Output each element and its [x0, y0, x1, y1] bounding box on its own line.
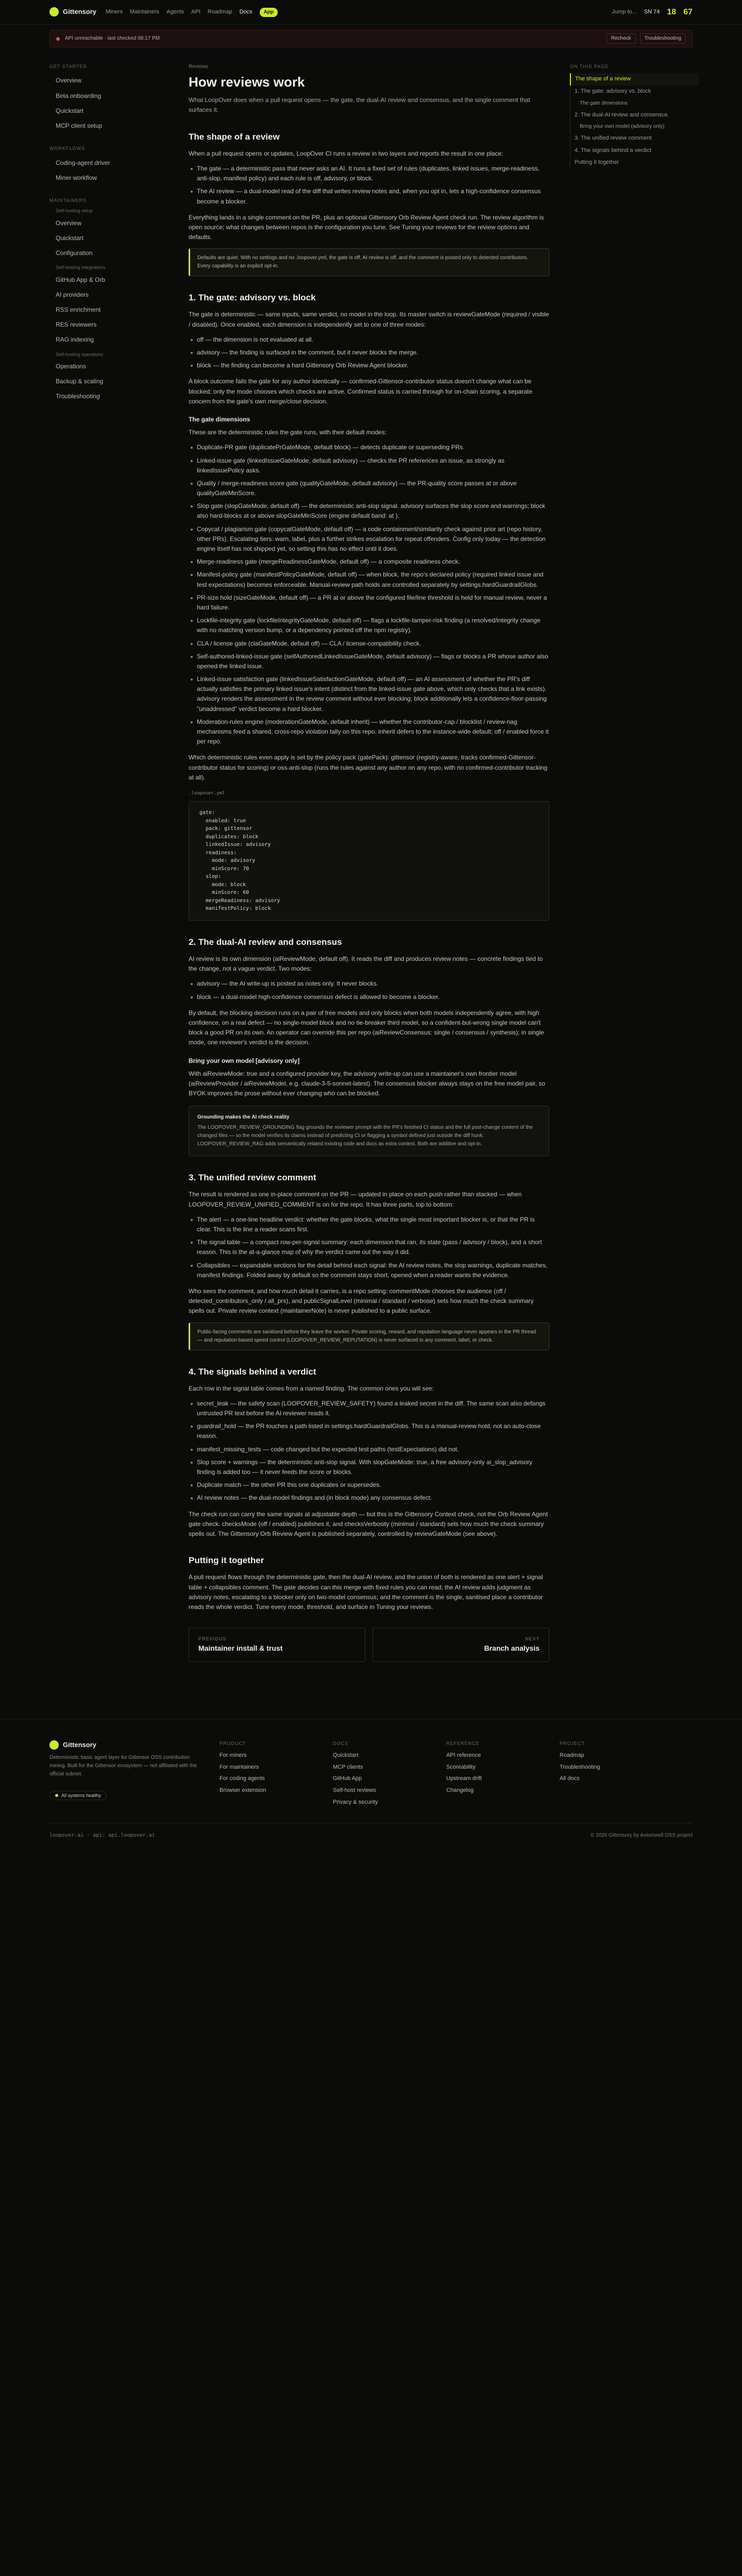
- sidebar-item-rss[interactable]: RSS enrichment: [56, 306, 101, 314]
- section-signals: 4. The signals behind a verdict: [189, 1366, 316, 1377]
- status-badge[interactable]: All systems healthy: [49, 1791, 107, 1800]
- page-pager: [189, 1628, 549, 1662]
- sidebar-item-coding-agent[interactable]: Coding-agent driver: [56, 159, 110, 166]
- toc-item[interactable]: 3. The unified review comment: [570, 132, 699, 145]
- toc-item[interactable]: Bring your own model (advisory only): [570, 121, 699, 132]
- page-title: How reviews work: [189, 74, 305, 90]
- top-nav: [106, 8, 278, 17]
- site-footer: [0, 1719, 742, 1809]
- stat-metric-a: 18: [667, 7, 677, 16]
- sidebar-item-backup[interactable]: Backup & scaling: [56, 378, 104, 385]
- sidebar-item-miner-workflow[interactable]: Miner workflow: [56, 174, 97, 181]
- footer-link[interactable]: For maintainers: [220, 1764, 259, 1770]
- toc-item[interactable]: 1. The gate: advisory vs. block: [570, 86, 699, 98]
- toc-item[interactable]: The shape of a review: [570, 73, 699, 86]
- sidebar-item-configuration[interactable]: Configuration: [56, 249, 93, 257]
- list-item: Self-authored-linked-issue gate (selfAuthoredLinkedIssueGateMode, default advisory) — flags or blocks a PR whose author also opened the linked issue.: [189, 652, 549, 671]
- sidebar-maintainers: MAINTAINERS Self-hosting setup Overview Quickstart Configuration Self-hosting integrations GitHub App & Orb AI providers RSS enrichment RES reviewers RAG indexing Self-hosting operations Operations Backup & scaling Troubleshooting: [49, 197, 168, 404]
- sidebar-item-troubleshooting[interactable]: Troubleshooting: [56, 393, 100, 400]
- mode-list: [189, 335, 549, 371]
- sidebar-item-overview[interactable]: Overview: [56, 77, 82, 84]
- recheck-button[interactable]: Recheck: [606, 33, 636, 44]
- list-item: Linked-issue satisfaction gate (linkedIssueSatisfactionGateMode, default off) — an AI assessment of whether the PR's diff actually satisfies the primary linked issue's intent (distinct from the linked-issue gate above, which only checks that a link exists). advisory renders the assessment in the review comment without ever blocking; block additionally lets a confidence-floor-passing "unaddressed" verdict become a hard blocker.: [189, 674, 549, 714]
- table-of-contents: ON THIS PAGE The shape of a review 1. The gate: advisory vs. block The gate dimensions 2. The dual-AI review and consensus Bring your own model (advisory only) 3. The unified review comment 4. The signals behind a verdict Putting it together: [570, 63, 699, 1683]
- footer-logo[interactable]: Gittensory: [49, 1740, 199, 1751]
- comment-parts-list: [189, 1215, 549, 1280]
- footer-col-project: PROJECT Roadmap Troubleshooting All docs: [560, 1740, 652, 1809]
- subnet-stat: SN 74: [644, 8, 660, 15]
- toc-item[interactable]: Putting it together: [570, 157, 699, 169]
- next-page-link[interactable]: NEXT Branch analysis: [373, 1628, 549, 1662]
- sidebar-item-sh-overview[interactable]: Overview: [56, 219, 82, 227]
- sanitise-callout: Public-facing comments are sanitised before they leave the worker. Private scoring, reward, and reputation language never appears in the PR thread — and reputation-based speed control (LOOPOVER_REVIEW_REPUTATION) is never surfaced in any comment, label, or check.: [189, 1323, 549, 1350]
- breadcrumb[interactable]: Reviews: [189, 64, 208, 70]
- list-item: Copycat / plagiarism gate (copycatGateMode, default off) — a code containment/similarity check against prior art (repo history, other PRs). Escalating tiers: warn, label, plus a further strikes escalation for repeat offenders. Config only today — the detection engine itself has not shipped yet, so setting this has no effect until it does.: [189, 524, 549, 554]
- footer-link[interactable]: All docs: [560, 1775, 580, 1782]
- nav-maintainers[interactable]: Maintainers: [130, 8, 159, 15]
- defaults-callout: Defaults are quiet. With no settings and no .loopover.yml, the gate is off, AI review is off, and the comment is posted only to detected contributors. Every capability is an explicit opt-in.: [189, 248, 549, 276]
- sidebar-workflows: WORKFLOWS Coding-agent driver Miner workflow: [49, 145, 168, 185]
- footer-link[interactable]: Changelog: [446, 1787, 474, 1794]
- list-item: Moderation-rules engine (moderationGateMode, default inherit) — whether the contributor-cap / blocklist / review-nag mechanisms feed a shared, cross-repo violation tally on this repo. inherit defers to the instance-wide default; off / enabled force it per repo.: [189, 717, 549, 747]
- sidebar-item-res[interactable]: RES reviewers: [56, 321, 97, 329]
- nav-agents[interactable]: Agents: [166, 8, 184, 15]
- footer-link[interactable]: Roadmap: [560, 1752, 584, 1759]
- sidebar-item-ai-providers[interactable]: AI providers: [56, 291, 89, 298]
- footer-col-reference: REFERENCE API reference Scoreability Upstream drift Changelog: [446, 1740, 539, 1809]
- footer-link[interactable]: Self-host reviews: [333, 1787, 376, 1794]
- footer-link[interactable]: MCP clients: [333, 1764, 363, 1770]
- section-dual-ai: 2. The dual-AI review and consensus: [189, 937, 342, 947]
- list-item: Slop score + warnings — the deterministic anti-slop signal. With slopGateMode: true, a free advisory-only ai_slop_advisory finding is added too — it never feeds the score or blocks.: [189, 1458, 549, 1477]
- footer-link[interactable]: Privacy & security: [333, 1799, 378, 1805]
- ai-mode-list: [189, 979, 549, 1002]
- list-item: manifest_missing_tests — code changed but the expected test paths (testExpectations) did not.: [189, 1445, 549, 1454]
- toc-item[interactable]: 2. The dual-AI review and consensus: [570, 109, 699, 122]
- footer-bottom: loopover.ai · api: api.loopover.ai © 2026 Gittensory by Axiomwell OSS project: [49, 1823, 693, 1855]
- list-item: The alert — a one-line headline verdict: whether the gate blocks, what the single most important blocker is, or that the PR is clear. This is the line a reader scans first.: [189, 1215, 549, 1234]
- section-unified-comment: 3. The unified review comment: [189, 1173, 316, 1183]
- grounding-callout: Grounding makes the AI check reality The LOOPOVER_REVIEW_GROUNDING flag grounds the reviewer prompt with the PR's finished CI status and the full post-change content of the changed files — so the model verifies its claims instead of predicting CI or flagging a symbol defined just outside the diff hunk. LOOPOVER_REVIEW_RAG adds semantically related existing code and docs as extra context. Both are additive and opt-in.: [189, 1106, 549, 1156]
- list-item: Collapsibles — expandable sections for the detail behind each signal: the AI review notes, the slop warnings, duplicate matches, manifest findings. Folded away by default so the comment stays short, opened when a reader wants the evidence.: [189, 1261, 549, 1280]
- subsection-byom: Bring your own model [advisory only]: [189, 1057, 300, 1064]
- list-item: off — the dimension is not evaluated at all.: [189, 335, 549, 345]
- api-status-banner: [49, 30, 693, 47]
- top-right: [612, 6, 693, 19]
- config-code-block: gate: enabled: true pack: gittensor duplicates: block linkedIssue: advisory readiness: mode: advisory minScore: 70 slop: mode: block minScore: 60 mergeReadiness: advisory manifestPolicy: block: [189, 801, 549, 921]
- app-button[interactable]: App: [260, 8, 278, 17]
- docs-sidebar: [49, 63, 168, 1683]
- list-item: The AI review — a dual-model read of the diff that writes review notes and, when you opt in, lets a high-confidence consensus become a blocker.: [189, 187, 549, 206]
- signals-list: [189, 1399, 549, 1503]
- subsection-gate-dimensions: The gate dimensions: [189, 415, 250, 423]
- footer-link[interactable]: GitHub App: [333, 1775, 362, 1782]
- list-item: block — the finding can become a hard Gittensory Orb Review Agent blocker.: [189, 361, 549, 370]
- section-shape: The shape of a review: [189, 131, 280, 142]
- footer-link[interactable]: Scoreability: [446, 1764, 476, 1770]
- list-item: Slop gate (slopGateMode, default off) — the deterministic anti-slop signal. advisory surfaces the slop score and warnings; block also hard-blocks at or above slopGateMinScore (engine default band: at ).: [189, 501, 549, 521]
- prev-page-link[interactable]: PREVIOUS Maintainer install & trust: [189, 1628, 365, 1662]
- top-bar: [0, 0, 742, 25]
- jump-to-search[interactable]: Jump to...: [612, 8, 637, 15]
- toc-item[interactable]: 4. The signals behind a verdict: [570, 145, 699, 157]
- list-item: Quality / merge-readiness score gate (qualityGateMode, default advisory) — the PR-quality score passes at or above qualityGateMinScore.: [189, 479, 549, 498]
- logo-icon: [49, 1740, 59, 1750]
- sidebar-item-sh-quickstart[interactable]: Quickstart: [56, 234, 84, 242]
- list-item: block — a dual-model high-confidence consensus defect is allowed to become a blocker.: [189, 992, 549, 1002]
- layer-list: [189, 164, 549, 207]
- gate-rules-list: [189, 443, 549, 747]
- sidebar-item-mcp[interactable]: MCP client setup: [56, 122, 103, 129]
- footer-link[interactable]: For coding agents: [220, 1775, 265, 1782]
- list-item: advisory — the finding is surfaced in the comment, but it never blocks the merge.: [189, 348, 549, 358]
- footer-col-product: PRODUCT For miners For maintainers For coding agents Browser extension: [220, 1740, 312, 1809]
- sidebar-item-quickstart[interactable]: Quickstart: [56, 107, 84, 114]
- list-item: AI review notes — the dual-model findings and (in block mode) any consensus defect.: [189, 1493, 549, 1503]
- code-filename: .loopover.yml: [189, 790, 225, 796]
- footer-brand: Gittensory Deterministic basic agent layer for Gittensor OSS contribution mining. Built for the Gittensor ecosystem — not affiliated with the official subnet. All systems healthy: [49, 1740, 199, 1809]
- toc-item[interactable]: The gate dimensions: [570, 98, 699, 109]
- list-item: Manifest-policy gate (manifestPolicyGateMode, default off) — when block, the repo's declared policy (required linked issue and test expectations) becomes enforceable. Manual-review path holds are controlled separately by settings.hardGuardrailGlobs.: [189, 570, 549, 589]
- troubleshooting-button[interactable]: Troubleshooting: [640, 33, 686, 44]
- sidebar-get-started: GET STARTED Overview Beta onboarding Quickstart MCP client setup: [49, 63, 168, 133]
- section-together: Putting it together: [189, 1555, 264, 1566]
- alert-dot-icon: [56, 37, 60, 41]
- sidebar-item-github-app[interactable]: GitHub App & Orb: [56, 276, 106, 283]
- footer-link[interactable]: For miners: [220, 1752, 247, 1759]
- page-lead: What LoopOver does when a pull request opens — the gate, the dual-AI review and consensus, and the single comment that surfaces it.: [189, 96, 531, 114]
- nav-miners[interactable]: Miners: [106, 8, 123, 15]
- article: Reviews How reviews work What LoopOver does when a pull request opens — the gate, the dual-AI review and consensus, and the single comment that surfaces it. The shape of a review When a pull request opens or updates, LoopOver CI runs a review in two layers and reports the result in one place: The gate — a deterministic pass that never asks an AI. It runs a fixed set of rules (duplicates, linked issues, merge-readiness, anti-slop, manifest policy) and each rule is off, advisory, or block. The AI review — a dual-model read of the diff that writes review notes and, when you opt in, lets a high-confidence consensus become a blocker. Everything lands in a single comment on the PR, plus an optional Gittensory Orb Review Agent check run. The review algorithm is open source; what changes between repos is the configuration you tune. See Tuning your reviews for the review options and defaults. Defaults are quiet. With no settings and no .loopover.yml, the gate is off, AI review is off, and the comment is posted only to detected contributors. Every capability is an explicit opt-in. 1. The gate: advisory vs. block The gate is deterministic — same inputs, same verdict, no model in the loop. Its master switch is reviewGateMode (required / visible / disabled). Once enabled, each dimension is independently set to one of three modes: off — the dimension is not evaluated at all. advisory — the finding is surfaced in the comment, but it never blocks the merge. block — the finding can become a hard Gittensory Orb Review Agent blocker. A block outcome fails the gate for any author identically — confirmed-Gittensor-contributor status doesn't change what can be blocked; only the mode chooses which checks are active. Confirmed status is carried through for on-chain scoring, a separate concern from the gate's own merge/close decision. The gate dimensions These are the deterministic rules the gate runs, with their default modes: Duplicate-PR gate (duplicatePrGateMode, default block) — detects duplicate or superseding PRs. Linked-issue gate (linkedIssueGateMode, default advisory) — checks the PR references an issue, as strongly as linkedIssuePolicy asks. Quality / merge-readiness score gate (qualityGateMode, default advisory) — the PR-quality score passes at or above qualityGateMinScore. Slop gate (slopGateMode, default off) — the deterministic anti-slop signal. advisory surfaces the slop score and warnings; block also hard-blocks at or above slopGateMinScore (engine default band: at ). Copycat / plagiarism gate (copycatGateMode, default off) — a code containment/similarity check against prior art (repo history, other PRs). Escalating tiers: warn, label, plus a further strikes escalation for repeat offenders. Config only today — the detection engine itself has not shipped yet, so setting this has no effect until it does. Merge-readiness gate (mergeReadinessGateMode, default off) — a composite readiness check. Manifest-policy gate (manifestPolicyGateMode, default off) — when block, the repo's declared policy (required linked issue and test expectations) becomes enforceable. Manual-review path holds are controlled separately by settings.hardGuardrailGlobs. PR-size hold (sizeGateMode, default off) — a PR at or above the configured file/line threshold is held for manual review, never a hard failure. Lockfile-integrity gate (lockfileIntegrityGateMode, default off) — flags a lockfile-tamper-risk finding (a resolved/integrity change with no matching version bump, or a dependency pointed off the npm registry). CLA / license gate (claGateMode, default off) — CLA / license-compatibility check. Self-authored-linked-issue gate (selfAuthoredLinkedIssueGateMode, default advisory) — flags or blocks a PR whose author also opened the linked issue. Linked-issue satisfaction gate (linkedIssueSatisfactionGateMode, default off) — an AI assessment of whether the PR's diff actually satisfies the primary linked issue's intent (distinct from the linked-issue gate above, which only checks that a link exists). advisory renders the assessment in the review comment without ever blocking; block additionally lets a confidence-floor-passing "unaddressed" verdict become a hard blocker. Moderation-rules engine (moderationGateMode, default inherit) — whether the contributor-cap / blocklist / review-nag mechanisms feed a shared, cross-repo violation tally on this repo. inherit defers to the instance-wide default; off / enabled force it per repo. Which deterministic rules even apply is set by the policy pack (gatePack): gittensor (registry-aware, tracks confirmed-Gittensor-contributor status for scoring) or oss-anti-slop (runs the rules against any author on any repo, with no confirmed-contributor tracking at all). .loopover.yml gate: enabled: true pack: gittensor duplicates: block linkedIssue: advisory readiness: mode: advisory minScore: 70 slop: mode: block minScore: 60 mergeReadiness: advisory manifestPolicy: block 2. The dual-AI review and consensus AI review is its own dimension (aiReviewMode, default off). It reads the diff and produces review notes — concrete findings tied to the change, not a vague verdict. Two modes: advisory — the AI write-up is posted as notes only. It never blocks. block — a dual-model high-confidence consensus defect is allowed to become a blocker. By default, the blocking decision runs on a pair of free models and only blocks when both models independently agree, with high confidence, on a real defect — no single-model block and no tie-breaker third model, so a confident-but-wrong single model can't block a good PR on its own. An operator can override this per repo (aiReviewConsensus: single / consensus / synthesis); in single mode, one reviewer's verdict is the decision. Bring your own model [advisory only] With aiReviewMode: true and a configured provider key, the advisory write-up can use a maintainer's own frontier model (aiReviewProvider / aiReviewModel, e.g. claude-3-5-sonnet-latest). The consensus blocker always stays on the free model pair, so BYOK improves the prose without ever changing who can be blocked. Grounding makes the AI check reality The LOOPOVER_REVIEW_GROUNDING flag grounds the reviewer prompt with the PR's finished CI status and the full post-change content of the changed files — so the model verifies its claims instead of predicting CI or flagging a symbol defined just outside the diff hunk. LOOPOVER_REVIEW_RAG adds semantically related existing code and docs as extra context. Both are additive and opt-in. 3. The unified review comment The result is rendered as one in-place comment on the PR — updated in place on each push rather than stacked — when LOOPOVER_REVIEW_UNIFIED_COMMENT is on for the repo. It has three parts, top to bottom: The alert — a one-line headline verdict: whether the gate blocks, what the single most important blocker is, or that the PR is clear. This is the line a reader scans first. The signal table — a compact row-per-signal summary: each dimension that ran, its state (pass / advisory / block), and a short reason. This is the at-a-glance map of why the verdict came out the way it did. Collapsibles — expandable sections for the detail behind each signal: the AI review notes, the slop warnings, duplicate matches, manifest findings. Folded away by default so the comment stays short, opened when a reader wants the evidence. Who sees the comment, and how much detail it carries, is a repo setting: commentMode chooses the audience (off / detected_contributors_only / all_prs), and publicSignalLevel (minimal / standard / verbose) sets how much the check summary spells out. Private review context (maintainerNote) is never published to a public surface. Public-facing comments are sanitised before they leave the worker. Private scoring, reward, and reputation language never appears in the PR thread — and reputation-based speed control (LOOPOVER_REVIEW_REPUTATION) is never surfaced in any comment, label, or check. 4. The signals behind a verdict Each row in the signal table comes from a named finding. The common ones you will see: secret_leak — the safety scan (LOOPOVER_REVIEW_SAFETY) found a leaked secret in the diff. The same scan also defangs untrusted PR text before the AI reviewer reads it. guardrail_hold — the PR touches a path listed in settings.hardGuardrailGlobs. This is a manual-review hold, not an auto-close reason. manifest_missing_tests — code changed but the expected test paths (testExpectations) did not. Slop score + warnings — the deterministic anti-slop signal. With slopGateMode: true, a free advisory-only ai_slop_advisory finding is added too — it never feeds the score or blocks. Duplicate match — the other PR this one duplicates or supersedes. AI review notes — the dual-model findings and (in block mode) any consensus defect. The check run can carry the same signals at adjustable depth — but this is the Gittensory Context check, not the Orb Review Agent gate check. checksMode (off / enabled) publishes it, and checksVerbosity (minimal / standard) sets how much the check summary spells out. The Gittensory Orb Review Agent is published separately, controlled by reviewGateMode (see above). Putting it together A pull request flows through the deterministic gate, then the dual-AI review, and the union of both is rendered as one alert + signal table + collapsibles comment. The gate decides can this merge with fixed rules you can read; the AI review adds judgment as advisory notes, escalating to a blocker only on two-model consensus; and the comment is the single, sanitised place a contributor reads the whole verdict. Tune every mode, threshold, and surface in Tuning your reviews. PREVIOUS Maintainer install & trust NEXT Branch analysis: [189, 63, 549, 1683]
- sidebar-item-beta[interactable]: Beta onboarding: [56, 92, 102, 99]
- brand-logo[interactable]: Gittensory: [49, 7, 96, 18]
- footer-link[interactable]: Upstream drift: [446, 1775, 482, 1782]
- list-item: PR-size hold (sizeGateMode, default off) — a PR at or above the configured file/line threshold is held for manual review, never a hard failure.: [189, 593, 549, 613]
- list-item: CLA / license gate (claGateMode, default off) — CLA / license-compatibility check.: [189, 639, 549, 649]
- list-item: The gate — a deterministic pass that never asks an AI. It runs a fixed set of rules (duplicates, linked issues, merge-readiness, anti-slop, manifest policy) and each rule is off, advisory, or block.: [189, 164, 549, 183]
- list-item: Merge-readiness gate (mergeReadinessGateMode, default off) — a composite readiness check.: [189, 557, 549, 567]
- banner-text: API unreachable · last checked 08:17 PM: [65, 36, 160, 41]
- sidebar-item-rag[interactable]: RAG indexing: [56, 336, 94, 344]
- logo-icon: [49, 7, 59, 16]
- sidebar-item-operations[interactable]: Operations: [56, 362, 86, 370]
- list-item: guardrail_hold — the PR touches a path listed in settings.hardGuardrailGlobs. This is a manual-review hold, not an auto-close reason.: [189, 1421, 549, 1441]
- section-gate: 1. The gate: advisory vs. block: [189, 293, 316, 303]
- footer-link[interactable]: API reference: [446, 1752, 481, 1759]
- footer-link[interactable]: Browser extension: [220, 1787, 266, 1794]
- nav-docs[interactable]: Docs: [239, 8, 252, 15]
- list-item: advisory — the AI write-up is posted as notes only. It never blocks.: [189, 979, 549, 989]
- list-item: Duplicate match — the other PR this one duplicates or supersedes.: [189, 1480, 549, 1490]
- list-item: Linked-issue gate (linkedIssueGateMode, default advisory) — checks the PR references an issue, as strongly as linkedIssuePolicy asks.: [189, 456, 549, 476]
- nav-roadmap[interactable]: Roadmap: [207, 8, 232, 15]
- list-item: secret_leak — the safety scan (LOOPOVER_REVIEW_SAFETY) found a leaked secret in the diff. The same scan also defangs untrusted PR text before the AI reviewer reads it.: [189, 1399, 549, 1418]
- list-item: Lockfile-integrity gate (lockfileIntegrityGateMode, default off) — flags a lockfile-tamper-risk finding (a resolved/integrity change with no matching version bump, or a dependency pointed off the npm registry).: [189, 616, 549, 635]
- footer-link[interactable]: Troubleshooting: [560, 1764, 600, 1770]
- status-dot-icon: [55, 1794, 58, 1797]
- list-item: Duplicate-PR gate (duplicatePrGateMode, default block) — detects duplicate or superseding PRs.: [189, 443, 549, 452]
- list-item: The signal table — a compact row-per-signal summary: each dimension that ran, its state (pass / advisory / block), and a short reason. This is the at-a-glance map of why the verdict came out the way it did.: [189, 1238, 549, 1257]
- stat-metric-b: 67: [683, 7, 693, 16]
- footer-col-docs: DOCS Quickstart MCP clients GitHub App Self-host reviews Privacy & security: [333, 1740, 426, 1809]
- footer-link[interactable]: Quickstart: [333, 1752, 359, 1759]
- nav-api[interactable]: API: [191, 8, 200, 15]
